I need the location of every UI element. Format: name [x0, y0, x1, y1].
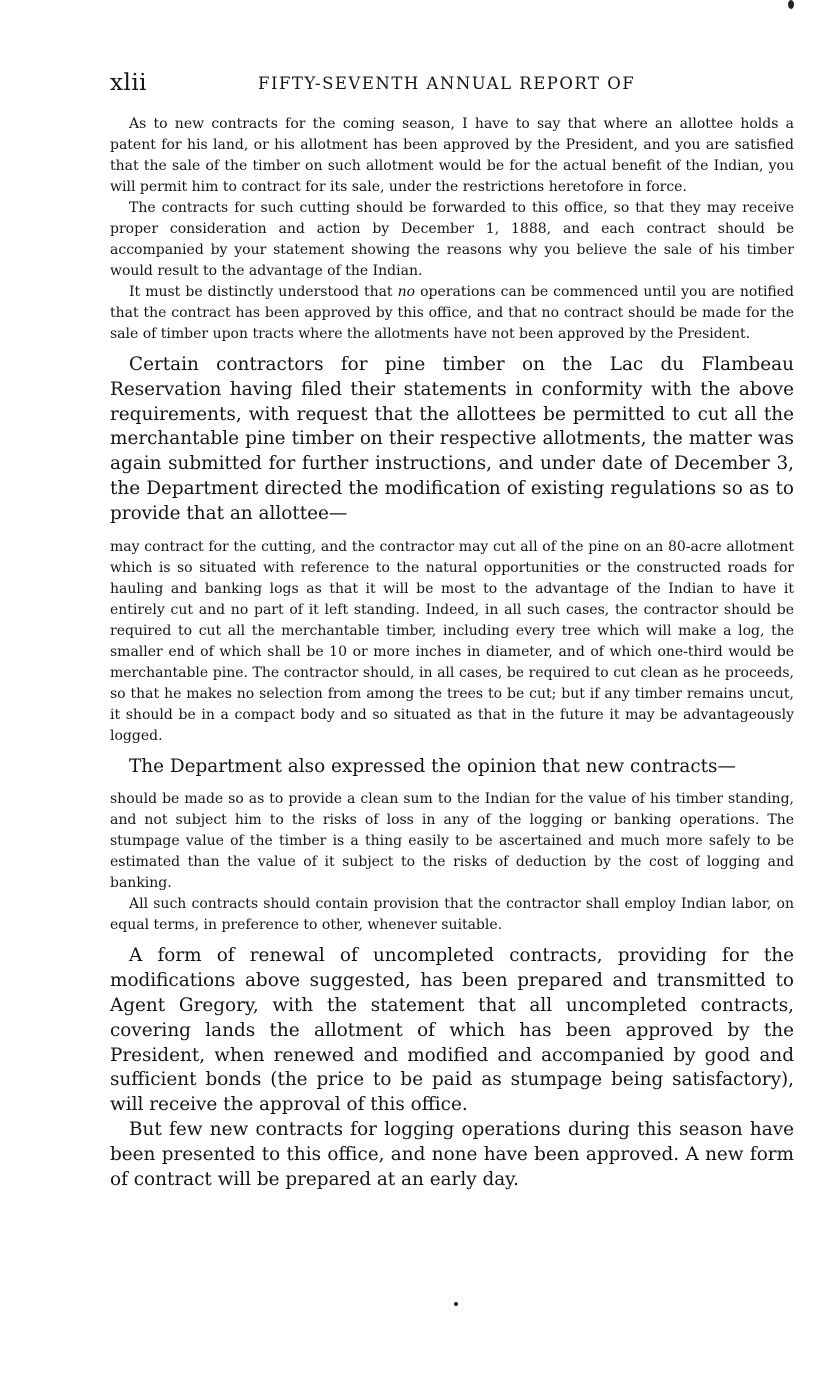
emphasis-no: no [397, 284, 416, 300]
speck-top-right [788, 0, 794, 9]
page-number: xlii [110, 70, 148, 96]
paragraph-approval-requirement: It must be distinctly understood that no operations can be commenced until you are notified that the contract has been approved by this office, and that no contract should be made for the sale of timber upon tracts where the allotments have not been approved by the President. [110, 284, 795, 342]
paragraph-lac-du-flambeau: Certain contractors for pine timber on the Lac du Flambeau Reservation having filed their statements in conformity with the above requirements, with request that the allottees be permitted to cut all the merchantable pine timber on their respective allotments, the matter was again submitted for further instructions, and under date of December 3, the Department directed the modification of existing regulations so as to provide that an allottee— [110, 354, 794, 524]
speck-bottom [454, 1302, 458, 1306]
paragraph-new-contracts-letter: As to new contracts for the coming season, I have to say that where an allottee holds a patent for his land, or his allotment has been approved by the President, and you are satisfied that the sale of the timber on such allotment would be for the actual benefit of the Indian, you will permit him to contract for its sale, under the restrictions heretofore in force. [110, 116, 794, 195]
quote-clean-sum: should be made so as to provide a clean sum to the Indian for the value of his timber standing, and not subject him to the risks of loss in any of the logging or banking operations. The stumpage value of the timber is a thing easily to be ascertained and much more safely to be estimated than the value of it subject to the risks of deduction by the cost of logging and banking. [110, 791, 794, 892]
paragraph-new-contracts-status: But few new contracts for logging operations during this season have been presented to this office, and none have been approved. A new form of contract will be prepared at an early day. [110, 1118, 794, 1190]
quote-indian-labor: All such contracts should contain provision that the contractor shall employ Indian labor, on equal terms, in preference to other, whenever suitable. [110, 896, 794, 934]
running-title: FIFTY-SEVENTH ANNUAL REPORT OF [258, 74, 636, 93]
paragraph-department-opinion: The Department also expressed the opinion that new contracts— [129, 755, 736, 777]
quote-cutting-regulations: may contract for the cutting, and the contractor may cut all of the pine on an 80-acre allotment which is so situated with reference to the natural opportunities or the constructed roads for hauling and banking logs as that it will be most to the advantage of the Indian to have it entirely cut and no part of it left standing. Indeed, in all such cases, the contractor should be required to cut all the merchantable timber, including every tree which will make a log, the smaller end of which shall be 10 or more inches in diameter, and of which one-third would be merchantable pine. The contractor should, in all cases, be required to cut clean as he proceeds, so that he makes no selection from among the trees to be cut; but if any timber remains uncut, it should be in a compact body and so situated as that in the future it may be advantageously logged. [110, 538, 794, 744]
report-body [110, 114, 794, 1192]
page-header [110, 70, 790, 100]
paragraph-contracts-forwarding: The contracts for such cutting should be forwarded to this office, so that they may receive proper consideration and action by December 1, 1888, and each contract should be accompanied by your statement showing the reasons why you believe the sale of his timber would result to the advantage of the Indian. [110, 200, 794, 279]
paragraph-renewal-form: A form of renewal of uncompleted contracts, providing for the modifications above suggested, has been prepared and transmitted to Agent Gregory, with the statement that all uncompleted contracts, covering lands the allotment of which has been approved by the President, when renewed and modified and accompanied by good and sufficient bonds (the price to be paid as stumpage being satisfactory), will receive the approval of this office. [110, 945, 794, 1116]
